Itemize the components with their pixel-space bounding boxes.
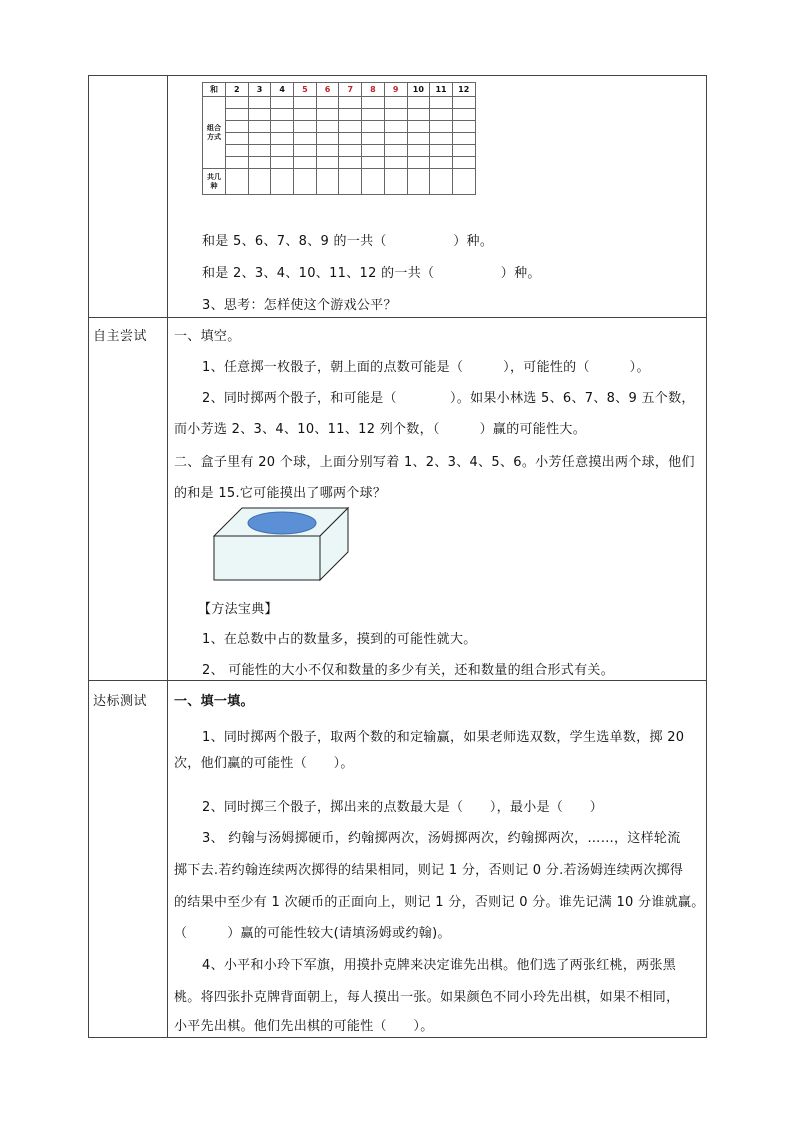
test-q4-c: 小平先出棋。他们先出棋的可能性（ ）。 [174,1019,434,1034]
self-try-item-2b: 而小芳选 2、3、4、10、11、12 列个数，（ ）赢的可能性大。 [174,422,587,437]
grid-header-sum: 7 [339,83,362,97]
grid-row-label-count [203,169,226,195]
method-item-1: 1、在总数中占的数量多，摸到的可能性就大。 [202,632,477,647]
grid-row [203,157,476,169]
test-q3-a: 3、 约翰与汤姆掷硬币，约翰掷两次，汤姆掷两次，约翰掷两次，……，这样轮流 [202,831,681,846]
grid-row [203,133,476,145]
row-divider-1 [88,317,707,318]
grid-header-sum: 8 [362,83,385,97]
grid-row [203,97,476,109]
grid-header-label: 和 [203,83,226,97]
grid-header-sum: 6 [316,83,339,97]
grid-header-sum: 4 [271,83,294,97]
intro-question-2: 和是 2、3、4、10、11、12 的一共（ ）种。 [202,266,541,281]
sum-grid-table [202,82,476,195]
grid-row [203,145,476,157]
test-section-title: 一、填一填。 [174,694,254,709]
grid-header-sum: 9 [384,83,407,97]
grid-header-sum: 11 [430,83,453,97]
count-label-line2: 种 [210,181,218,190]
self-try-section2-a: 二、盒子里有 20 个球，上面分别写着 1、2、3、4、5、6。小芳任意摸出两个球，他们 [174,455,695,470]
test-q2: 2、同时掷三个骰子，掷出来的点数最大是（ ），最小是（ ） [202,800,604,815]
grid-header-sum: 3 [248,83,271,97]
section-label-self-try: 自主尝试 [93,329,148,344]
grid-count-row [203,169,476,195]
test-q1-b: 次，他们赢的可能性（ ）。 [174,756,354,771]
test-q3-c: 的结果中至少有 1 次硬币的正面向上，则记 1 分，否则记 0 分。谁先记满 10 分谁就赢。 [174,895,705,910]
grid-header-row [203,83,476,97]
section-label-test: 达标测试 [93,694,148,709]
self-try-item-1: 1、任意掷一枚骰子，朝上面的点数可能是（ ），可能性的（ ）。 [202,360,650,375]
intro-question-1: 和是 5、6、7、8、9 的一共（ ）种。 [202,234,494,249]
grid-header-sum: 2 [226,83,249,97]
grid-header-sum: 12 [452,83,475,97]
test-q4-b: 桃。将四张扑克牌背面朝上，每人摸出一张。如果颜色不同小玲先出棋，如果不相同， [174,990,680,1005]
grid-row [203,121,476,133]
column-divider [167,75,168,1038]
ball-box-figure [212,506,352,582]
grid-row [203,109,476,121]
self-try-section2-b: 的和是 15.它可能摸出了哪两个球？ [174,486,387,501]
count-label-line1: 共几 [207,172,221,181]
box-front-face [214,536,320,580]
intro-question-3: 3、思考：怎样使这个游戏公平？ [202,298,397,313]
combo-label-line1: 组合 [207,123,221,132]
self-try-item-2a: 2、同时掷两个骰子，和可能是（ ）。如果小林选 5、6、7、8、9 五个数， [202,391,695,406]
grid-row-label-combo [203,97,226,169]
combo-label-line2: 方式 [207,132,221,141]
test-q3-b: 掷下去.若约翰连续两次掷得的结果相同，则记 1 分，否则记 0 分.若汤姆连续两次掷得 [174,863,684,878]
grid-header-sum: 5 [294,83,317,97]
test-q3-d: （ ）赢的可能性较大(请填汤姆或约翰)。 [174,926,451,941]
grid-header-sum: 10 [407,83,430,97]
test-q4-a: 4、小平和小玲下军旗，用摸扑克牌来决定谁先出棋。他们选了两张红桃，两张黑 [202,958,677,973]
test-q1-a: 1、同时掷两个骰子，取两个数的和定输赢，如果老师选双数，学生选单数，掷 20 [202,730,685,745]
method-item-2: 2、 可能性的大小不仅和数量的多少有关，还和数量的组合形式有关。 [202,663,615,678]
box-opening-ellipse [248,512,316,534]
self-try-section1-title: 一、填空。 [174,329,241,344]
row-divider-2 [88,680,707,681]
method-title: 【方法宝典】 [198,602,278,617]
